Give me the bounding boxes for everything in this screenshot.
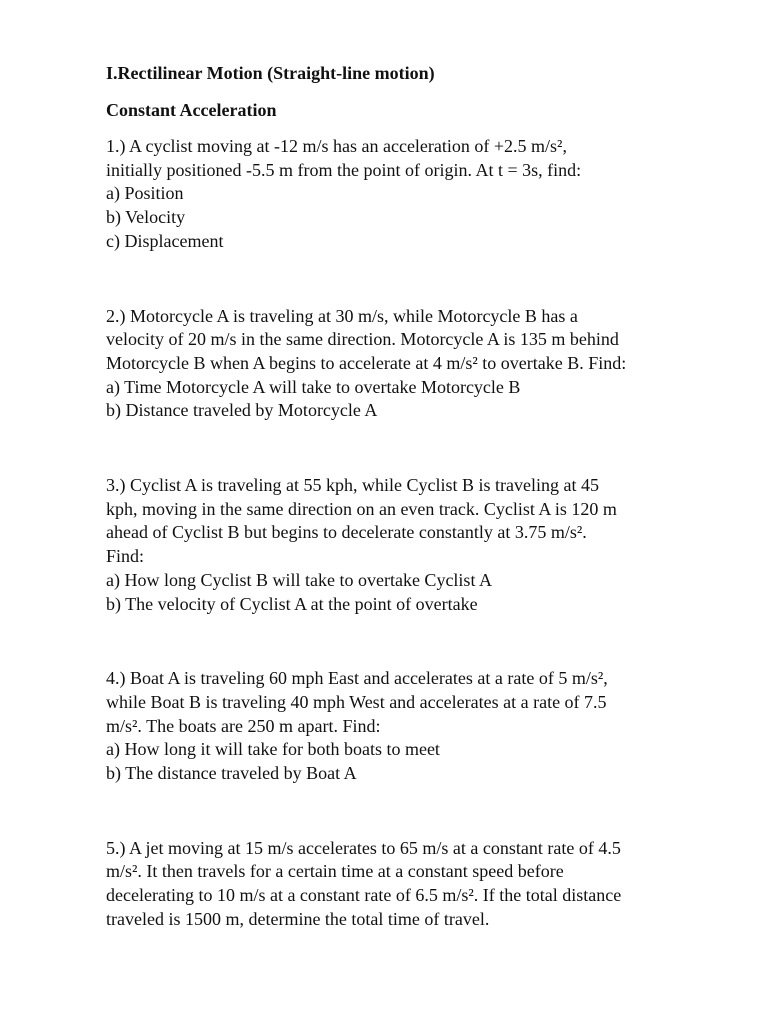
section-title: I.Rectilinear Motion (Straight-line motion) <box>106 63 435 83</box>
problem-4-line-3: m/s². The boats are 250 m apart. Find: <box>106 715 381 736</box>
problem-3-line-1: 3.) Cyclist A is traveling at 55 kph, while Cyclist B is traveling at 45 <box>106 475 599 496</box>
problem-4 <box>106 667 726 786</box>
problem-2-part-b: b) Distance traveled by Motorcycle A <box>106 400 378 421</box>
document-page <box>106 62 726 932</box>
problem-5-line-4: traveled is 1500 m, determine the total time of travel. <box>106 908 490 929</box>
problem-1 <box>106 135 726 254</box>
problem-4-part-a: a) How long it will take for both boats to meet <box>106 739 440 760</box>
problem-5 <box>106 837 726 932</box>
problem-5-line-1: 5.) A jet moving at 15 m/s accelerates to 65 m/s at a constant rate of 4.5 <box>106 837 621 858</box>
problem-4-part-b: b) The distance traveled by Boat A <box>106 763 357 784</box>
problem-2-line-3: Motorcycle B when A begins to accelerate at 4 m/s² to overtake B. Find: <box>106 352 627 373</box>
problem-1-part-a: a) Position <box>106 183 184 204</box>
problem-3-line-4: Find: <box>106 546 145 567</box>
problem-4-line-2: while Boat B is traveling 40 mph West and accelerates at a rate of 7.5 <box>106 691 607 712</box>
problem-3 <box>106 474 726 616</box>
subsection-title: Constant Acceleration <box>106 100 277 120</box>
problem-5-line-2: m/s². It then travels for a certain time at a constant speed before <box>106 861 564 882</box>
problem-3-line-2: kph, moving in the same direction on an even track. Cyclist A is 120 m <box>106 498 617 519</box>
problem-4-line-1: 4.) Boat A is traveling 60 mph East and accelerates at a rate of 5 m/s², <box>106 668 608 689</box>
problem-1-line-1: 1.) A cyclist moving at -12 m/s has an acceleration of +2.5 m/s², <box>106 136 567 156</box>
problem-2 <box>106 305 726 424</box>
problem-1-line-2: initially positioned -5.5 m from the point of origin. At t = 3s, find: <box>106 159 582 180</box>
problem-2-line-2: velocity of 20 m/s in the same direction. Motorcycle A is 135 m behind <box>106 329 619 350</box>
problem-5-line-3: decelerating to 10 m/s at a constant rate of 6.5 m/s². If the total distance <box>106 885 622 906</box>
problem-1-part-b: b) Velocity <box>106 207 186 228</box>
problem-3-part-a: a) How long Cyclist B will take to overtake Cyclist A <box>106 569 492 590</box>
problem-1-part-c: c) Displacement <box>106 230 224 251</box>
problem-3-line-3: ahead of Cyclist B but begins to decelerate constantly at 3.75 m/s². <box>106 522 587 543</box>
problem-2-part-a: a) Time Motorcycle A will take to overtake Motorcycle B <box>106 376 521 397</box>
problem-3-part-b: b) The velocity of Cyclist A at the point of overtake <box>106 593 478 614</box>
problem-2-line-1: 2.) Motorcycle A is traveling at 30 m/s, while Motorcycle B has a <box>106 305 578 326</box>
